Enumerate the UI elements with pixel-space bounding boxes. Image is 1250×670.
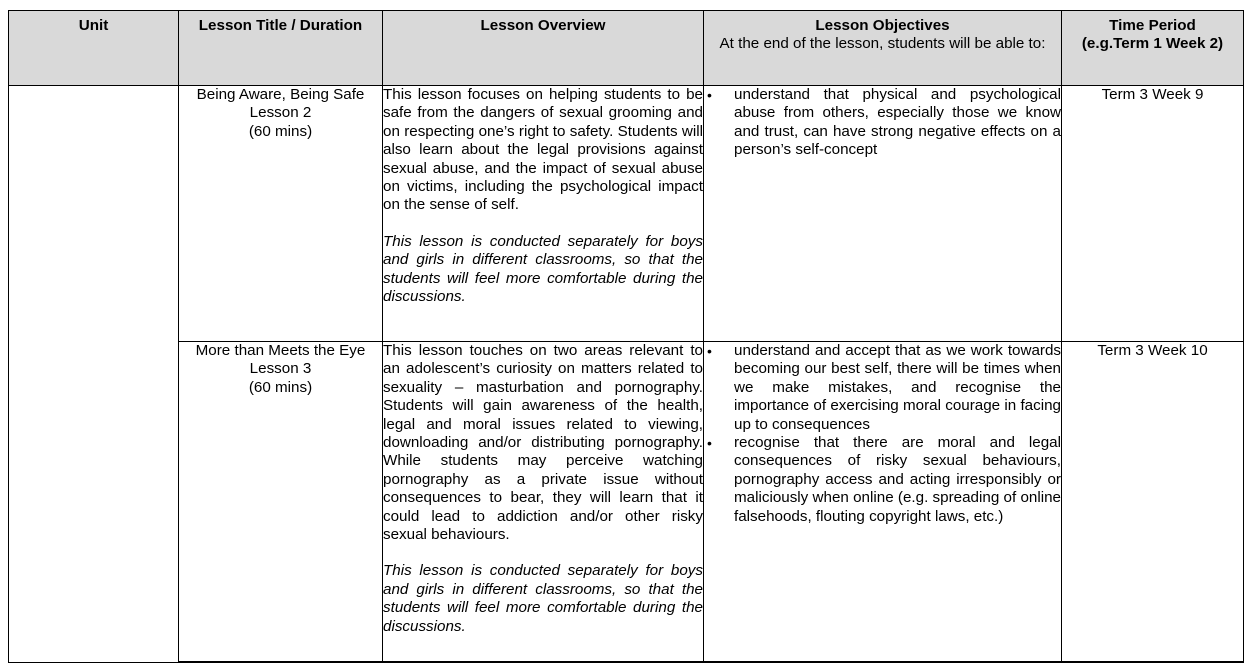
header-objectives-title: Lesson Objectives xyxy=(815,17,950,34)
lesson-duration: (60 mins) xyxy=(248,378,313,396)
objective-item xyxy=(704,86,1061,160)
header-unit: Unit xyxy=(9,11,179,86)
lesson-overview-cell xyxy=(383,86,704,342)
lesson-duration: (60 mins) xyxy=(248,122,313,140)
lesson-title-cell xyxy=(179,86,383,342)
bullet-icon: • xyxy=(707,435,712,452)
header-objectives xyxy=(704,11,1062,86)
table-row xyxy=(9,86,1244,342)
objectives-list xyxy=(704,86,1061,160)
bullet-icon: • xyxy=(707,87,712,103)
lesson-title-cell xyxy=(179,342,383,663)
table-row xyxy=(9,342,1244,663)
unit-cell xyxy=(9,86,179,663)
header-time-period-example: (e.g.Term 1 Week 2) xyxy=(1081,35,1224,53)
time-period-cell: Term 3 Week 9 xyxy=(1062,86,1244,342)
header-overview: Lesson Overview xyxy=(383,11,704,86)
overview-text: This lesson touches on two areas relevant to an adolescent’s curiosity on matters related to sexuality – masturbation and pornography. Students will gain awareness of the health, legal and moral issues related to viewing, downloading and/or distributing pornography. While students may perceive watching pornography as a private issue without consequences to bear, they will learn that it could lead to addiction and/or other risky sexual behaviours. xyxy=(383,342,703,544)
objective-item xyxy=(704,434,1061,526)
header-row xyxy=(9,11,1244,86)
overview-note: This lesson is conducted separately for boys and girls in different classrooms, so that the students will feel more comfortable during the discussions. xyxy=(383,232,703,306)
header-time-period-title: Time Period xyxy=(1109,17,1196,34)
objective-text: understand and accept that as we work towards becoming our best self, there will be times when we make mistakes, and recognise the importance of exercising moral courage in facing up to consequences xyxy=(734,342,1061,433)
header-objectives-subtitle: At the end of the lesson, students will be able to: xyxy=(719,35,1046,53)
lesson-objectives-cell xyxy=(704,86,1062,342)
lesson-number: Lesson 3 xyxy=(249,360,312,378)
header-time-period xyxy=(1062,11,1244,86)
objective-item xyxy=(704,342,1061,434)
lesson-title: More than Meets the Eye xyxy=(195,342,366,359)
bullet-icon: • xyxy=(707,343,712,359)
objectives-list xyxy=(704,342,1061,526)
lesson-plan-table xyxy=(8,10,1244,663)
lesson-title: Being Aware, Being Safe xyxy=(196,86,365,103)
overview-note: This lesson is conducted separately for boys and girls in different classrooms, so that the students will feel more comfortable during the discussions. xyxy=(383,562,703,635)
lesson-objectives-cell xyxy=(704,342,1062,663)
header-lesson-title: Lesson Title / Duration xyxy=(179,11,383,86)
overview-text: This lesson focuses on helping students to be safe from the dangers of sexual grooming and on respecting one’s right to safety. Students will also learn about the legal provisions against sexual abuse, and the impact of sexual abuse on victims, including the psychological impact on the sense of self. xyxy=(383,86,703,214)
objective-text: recognise that there are moral and legal consequences of risky sexual behaviours, pornography access and acting irresponsibly or maliciously when online (e.g. spreading of online falsehoods, flouting copyright laws, etc.) xyxy=(734,434,1061,525)
lesson-overview-cell xyxy=(383,342,704,663)
objective-text: understand that physical and psychological abuse from others, especially those we know and trust, can have strong negative effects on a person’s self-concept xyxy=(734,86,1061,159)
lesson-number: Lesson 2 xyxy=(249,104,312,122)
time-period-cell: Term 3 Week 10 xyxy=(1062,342,1244,663)
